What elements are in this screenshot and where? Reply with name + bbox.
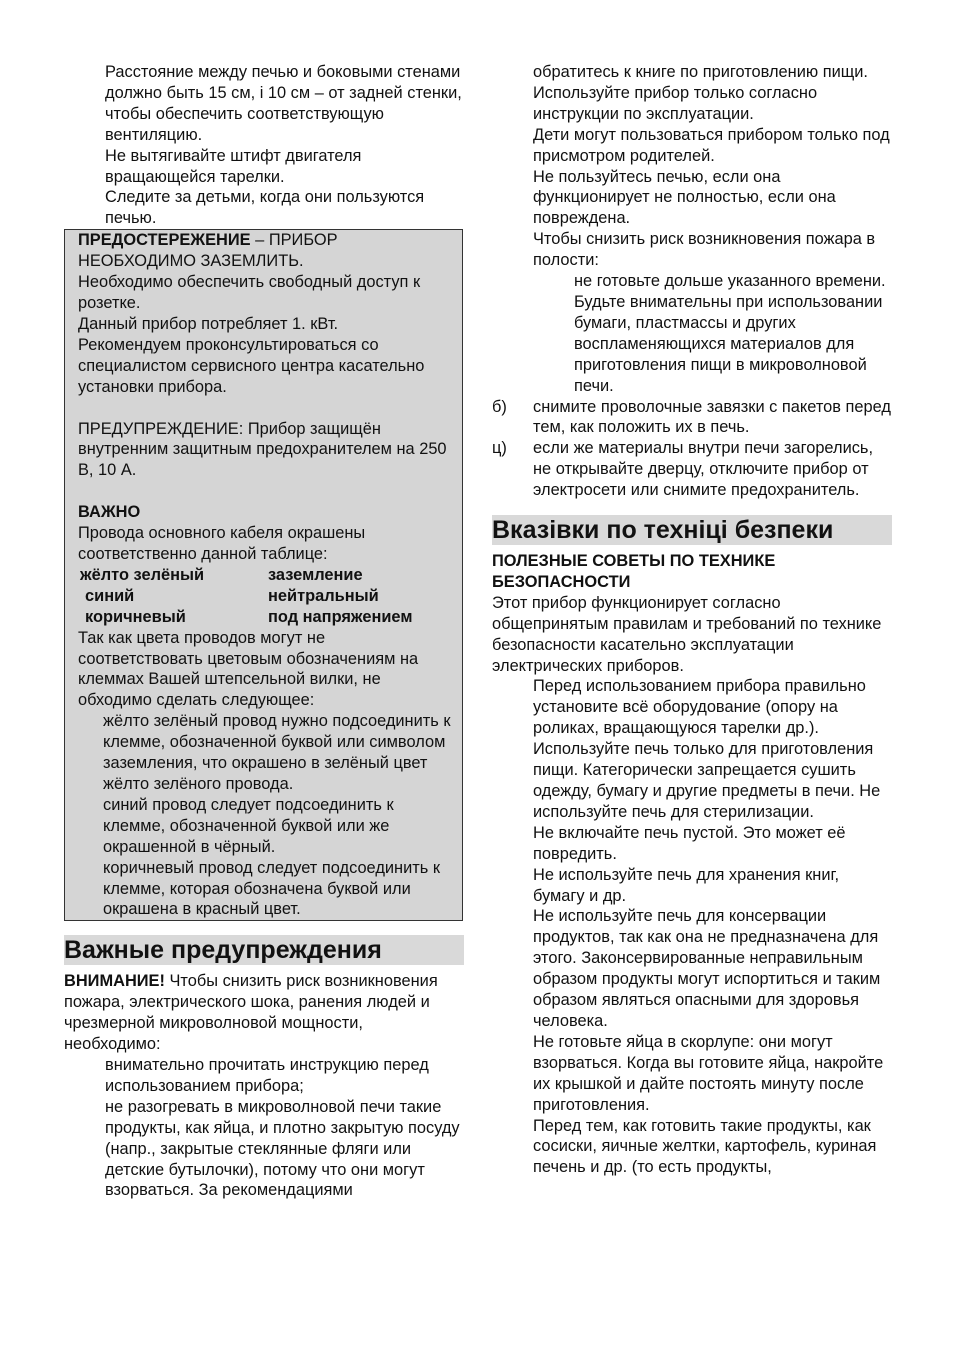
- list-item: не разогревать в микроволновой печи такие продукты, как яйца, и плотно закрытую посуду (напр., закрытые стеклянные фляги или детские бутылочки), потому что они могут взорваться. За рекомендациями: [105, 1097, 460, 1200]
- paragraph: Провода основного кабеля окрашены соответственно данной таблице:: [78, 524, 366, 564]
- spacer: [78, 481, 454, 502]
- list-item: Чтобы снизить риск возникновения пожара в полости:: [533, 230, 876, 270]
- paragraph: Необходимо обеспечить свободный доступ к розетке.: [78, 273, 421, 312]
- list-text: снимите проволочные завязки с пакетов перед тем, как положить их в печь.: [533, 397, 891, 437]
- safety-tips: [492, 676, 892, 1178]
- safety-intro: Этот прибор функционирует согласно общепринятым правилам и требований по технике безопасности касательно эксплуатации электрических приборов.: [492, 593, 882, 675]
- wire-color: коричневый: [85, 607, 186, 626]
- paragraph: Так как цвета проводов могут не соответствовать цветовым обозначениям на клеммах Вашей штепсельной вилки, не обходимо сделать следующее:: [78, 628, 419, 710]
- warning-heading: [78, 230, 454, 272]
- paragraph: Не вытягивайте штифт двигателя вращающейся тарелки.: [105, 146, 362, 186]
- list-marker: б): [492, 397, 507, 416]
- section-heading-safety: Вказівки по техніці безпеки: [492, 515, 892, 545]
- section-heading-important-warnings: Важные предупреждения: [64, 935, 464, 965]
- fire-item-b: [492, 397, 892, 439]
- wire-meaning: под напряжением: [268, 607, 413, 626]
- fire-item-c: [492, 438, 892, 501]
- tip-item: Не используйте печь для консервации продуктов, так как она не предназначена для этого. Законсервированные неправильным образом продукты могут испортиться и таким образом являться опасными для здоровья человека.: [533, 907, 881, 1030]
- wire-meaning: нейтральный: [268, 586, 379, 605]
- important-heading: ВАЖНО: [78, 503, 141, 522]
- wiring-step: коричневый провод следует подсоединить к клемме, которая обозначена буквой или окрашена в красный цвет.: [103, 858, 441, 919]
- list-item: Дети могут пользоваться прибором только под присмотром родителей.: [533, 125, 890, 165]
- list-marker: ц): [492, 439, 507, 458]
- grounding-warning-box: [64, 229, 463, 921]
- list-item: Используйте прибор только согласно инструкции по эксплуатации.: [533, 83, 818, 123]
- wire-color: жёлто зелёный: [80, 565, 205, 584]
- right-column: [492, 62, 892, 1178]
- tip-item: Не готовьте яйца в скорлупе: они могут взорваться. Когда вы готовите яйца, накройте их крышкой и дайте постоять минуту после приготовления.: [533, 1032, 884, 1114]
- list-item: Не пользуйтесь печью, если она функционирует не полностью, если она повреждена.: [533, 167, 836, 228]
- paragraph: Расстояние между печью и боковыми стенами должно быть 15 см, і 10 см – от задней стенки, чтобы обеспечить соответствующую вентиляцию.: [105, 63, 462, 144]
- list-item: внимательно прочитать инструкцию перед использованием прибора;: [105, 1055, 429, 1095]
- fire-item-a: не готовьте дольше указанного времени. Будьте внимательны при использовании бумаги, пластмассы и других воспламеняющихся материалов для приготовления пищи в микроволновой печи.: [574, 272, 886, 395]
- wire-meaning: заземление: [268, 565, 363, 584]
- warning-title: ПРЕДОСТЕРЕЖЕНИЕ: [78, 231, 251, 250]
- right-list: [492, 62, 892, 271]
- attention-label: ВНИМАНИЕ!: [64, 972, 165, 991]
- tip-item: Перед использованием прибора правильно установите всё оборудование (опору на роликах, вращающуюся тарелки др.).: [533, 677, 866, 738]
- paragraph: Следите за детьми, когда они пользуются печью.: [105, 188, 425, 228]
- tip-item: Не используйте печь для хранения книг, бумагу и др.: [533, 865, 840, 905]
- paragraph: ПРЕДУПРЕЖДЕНИЕ: Прибор защищён внутренним защитным предохранителем на 250 В, 10 А.: [78, 419, 447, 480]
- paragraph: Рекомендуем проконсультироваться со специалистом сервисного центра касательно установки прибора.: [78, 335, 425, 396]
- wiring-step: синий провод следует подсоединить к клемме, обозначенной буквой или же окрашенной в чёрный.: [103, 795, 394, 856]
- list-item: обратитесь к книге по приготовлению пищи.: [533, 63, 868, 81]
- paragraph: Данный прибор потребляет 1. кВт.: [78, 314, 339, 333]
- wiring-step: жёлто зелёный провод нужно подсоединить к клемме, обозначенной буквой или символом заземления, что окрашено в зелёный цвет жёлто зелёного провода.: [103, 712, 451, 793]
- tip-item: Не включайте печь пустой. Это может её повредить.: [533, 823, 846, 863]
- left-intro: [64, 62, 464, 229]
- left-column: [64, 62, 464, 1201]
- wiring-steps: [78, 711, 454, 920]
- spacer: [64, 921, 464, 935]
- wire-color: синий: [85, 586, 135, 605]
- attention-text: Чтобы снизить риск возникновения пожара, электрического шока, ранения людей и чрезмерной микроволновой мощности, необходимо:: [64, 972, 438, 1054]
- tip-item: Используйте печь только для приготовления пищи. Категорически запрещается сушить одежду, бумагу и другие предметы в печи. Не используйте печь для стерилизации.: [533, 740, 881, 821]
- warning-rest: – ПРИБОР НЕОБХОДИМО ЗАЗЕМЛИТЬ.: [78, 231, 338, 271]
- wire-color-table: [78, 565, 454, 628]
- spacer: [492, 501, 892, 515]
- attention-list: [64, 1055, 464, 1201]
- safety-subheading: ПОЛЕЗНЫЕ СОВЕТЫ ПО ТЕХНИКЕ БЕЗОПАСНОСТИ: [492, 552, 776, 591]
- tip-item: Перед тем, как готовить такие продукты, как сосиски, яичные желтки, картофель, куриная печень и др. (то есть продукты,: [533, 1116, 877, 1177]
- spacer: [78, 398, 454, 419]
- attention-paragraph: [64, 971, 464, 1055]
- list-text: если же материалы внутри печи загорелись, не открывайте дверцу, отключите прибор от электросети или снимите предохранитель.: [533, 439, 874, 500]
